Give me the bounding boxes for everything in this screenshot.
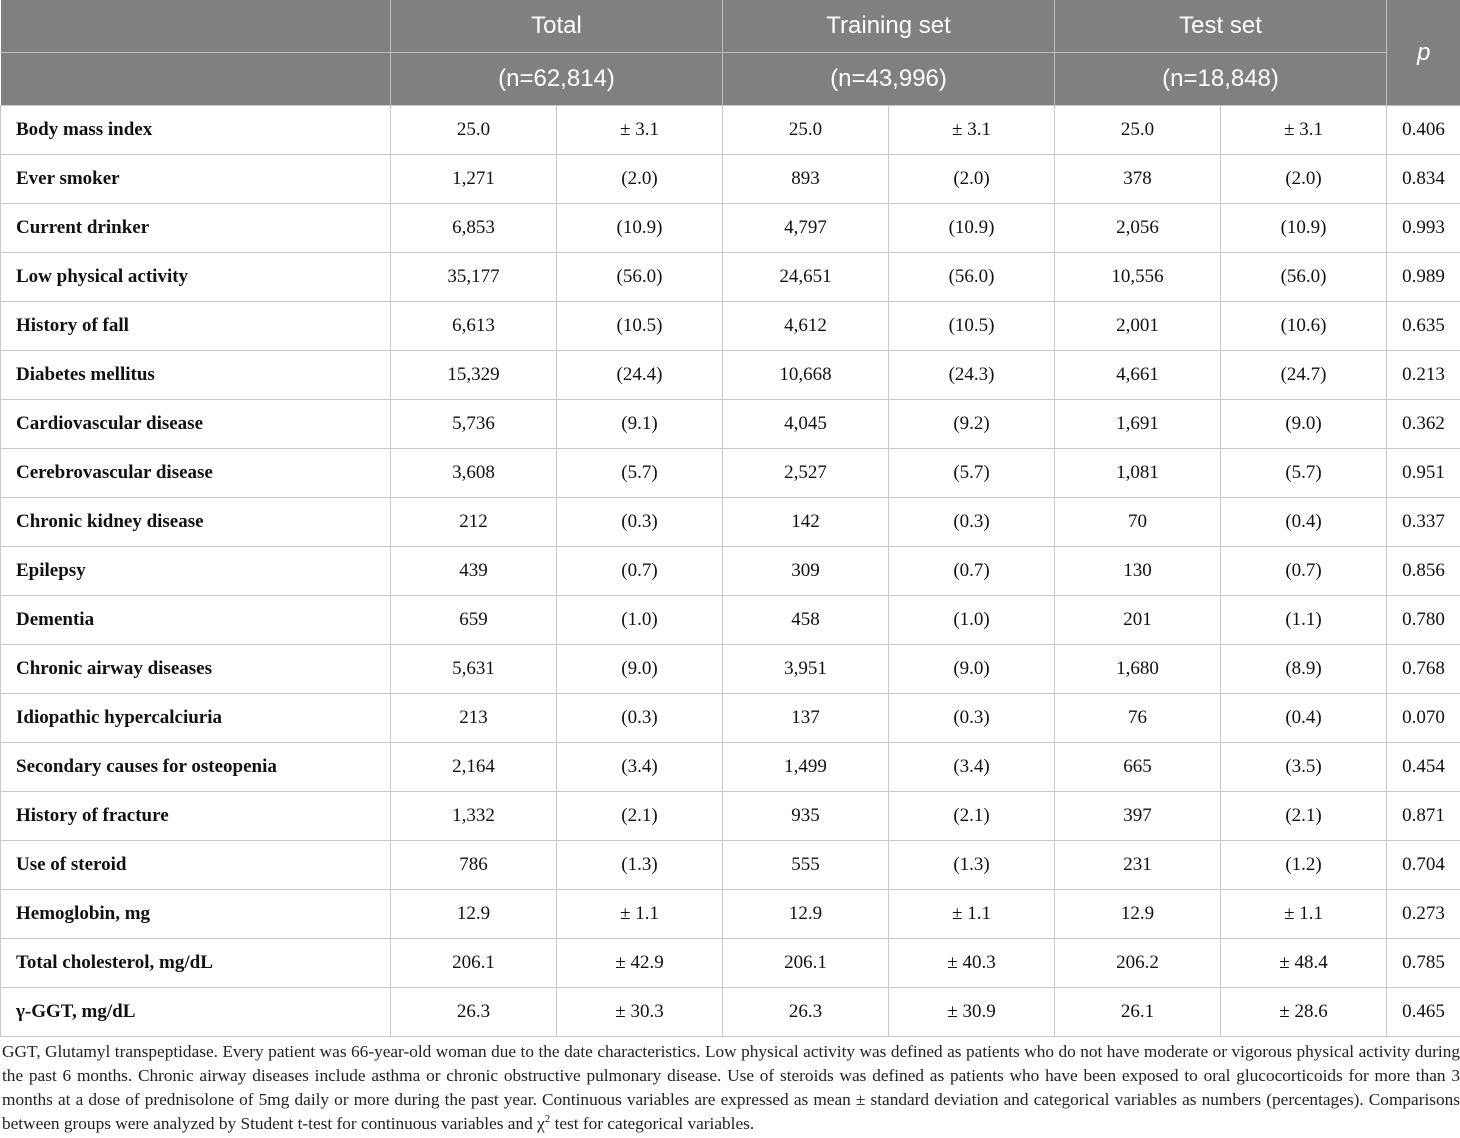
table-row bbox=[1, 792, 1460, 841]
table-row bbox=[1, 547, 1460, 596]
row-label: Hemoglobin, mg bbox=[1, 890, 391, 939]
cell-total-stat: ± 42.9 bbox=[557, 939, 723, 988]
table-row bbox=[1, 743, 1460, 792]
cell-training-value: 10,668 bbox=[723, 351, 889, 400]
cell-total-stat: (56.0) bbox=[557, 253, 723, 302]
cell-total-value: 206.1 bbox=[391, 939, 557, 988]
cell-p-value: 0.273 bbox=[1387, 890, 1460, 939]
row-label: Dementia bbox=[1, 596, 391, 645]
footnote-text-end: test for categorical variables. bbox=[550, 1114, 755, 1133]
cell-p-value: 0.871 bbox=[1387, 792, 1460, 841]
cell-test-value: 130 bbox=[1055, 547, 1221, 596]
cell-p-value: 0.993 bbox=[1387, 204, 1460, 253]
cell-total-stat: (9.0) bbox=[557, 645, 723, 694]
cell-training-stat: (10.9) bbox=[889, 204, 1055, 253]
cell-total-stat: (3.4) bbox=[557, 743, 723, 792]
table-row bbox=[1, 351, 1460, 400]
cell-test-value: 26.1 bbox=[1055, 988, 1221, 1037]
cell-total-stat: (9.1) bbox=[557, 400, 723, 449]
cell-total-stat: ± 3.1 bbox=[557, 106, 723, 155]
row-label: Diabetes mellitus bbox=[1, 351, 391, 400]
cell-p-value: 0.635 bbox=[1387, 302, 1460, 351]
cell-test-value: 10,556 bbox=[1055, 253, 1221, 302]
table-row bbox=[1, 106, 1460, 155]
cell-training-stat: (10.5) bbox=[889, 302, 1055, 351]
cell-test-stat: ± 28.6 bbox=[1221, 988, 1387, 1037]
cell-training-stat: (1.3) bbox=[889, 841, 1055, 890]
cell-training-value: 25.0 bbox=[723, 106, 889, 155]
cell-test-stat: (1.1) bbox=[1221, 596, 1387, 645]
cell-p-value: 0.362 bbox=[1387, 400, 1460, 449]
table-row bbox=[1, 694, 1460, 743]
cell-training-value: 26.3 bbox=[723, 988, 889, 1037]
header-training-set-n: (n=43,996) bbox=[723, 53, 1055, 106]
cell-test-value: 231 bbox=[1055, 841, 1221, 890]
header-test-set: Test set bbox=[1055, 0, 1387, 53]
header-total-n: (n=62,814) bbox=[391, 53, 723, 106]
footnote-superscript: 2 bbox=[544, 1113, 551, 1126]
row-label: History of fracture bbox=[1, 792, 391, 841]
cell-test-stat: (5.7) bbox=[1221, 449, 1387, 498]
table-row bbox=[1, 155, 1460, 204]
table-row bbox=[1, 204, 1460, 253]
cell-test-value: 1,680 bbox=[1055, 645, 1221, 694]
cell-test-stat: (8.9) bbox=[1221, 645, 1387, 694]
table-row bbox=[1, 988, 1460, 1037]
cell-test-value: 665 bbox=[1055, 743, 1221, 792]
cell-total-value: 5,631 bbox=[391, 645, 557, 694]
cell-total-stat: (2.0) bbox=[557, 155, 723, 204]
row-label: Ever smoker bbox=[1, 155, 391, 204]
row-label: Secondary causes for osteopenia bbox=[1, 743, 391, 792]
cell-training-stat: (0.3) bbox=[889, 498, 1055, 547]
table-row bbox=[1, 939, 1460, 988]
cell-training-stat: (3.4) bbox=[889, 743, 1055, 792]
cell-total-value: 12.9 bbox=[391, 890, 557, 939]
cell-training-value: 458 bbox=[723, 596, 889, 645]
cell-total-stat: ± 1.1 bbox=[557, 890, 723, 939]
table-footnote bbox=[2, 1040, 1460, 1136]
cell-training-stat: ± 3.1 bbox=[889, 106, 1055, 155]
cell-test-value: 4,661 bbox=[1055, 351, 1221, 400]
cell-p-value: 0.834 bbox=[1387, 155, 1460, 204]
cell-total-stat: (5.7) bbox=[557, 449, 723, 498]
cell-total-stat: (1.0) bbox=[557, 596, 723, 645]
cell-training-value: 555 bbox=[723, 841, 889, 890]
cell-test-stat: ± 1.1 bbox=[1221, 890, 1387, 939]
table-row bbox=[1, 841, 1460, 890]
cell-test-stat: (2.1) bbox=[1221, 792, 1387, 841]
cell-p-value: 0.454 bbox=[1387, 743, 1460, 792]
cell-training-stat: (5.7) bbox=[889, 449, 1055, 498]
cell-training-stat: ± 1.1 bbox=[889, 890, 1055, 939]
header-total: Total bbox=[391, 0, 723, 53]
table-row bbox=[1, 498, 1460, 547]
cell-p-value: 0.951 bbox=[1387, 449, 1460, 498]
row-label: Low physical activity bbox=[1, 253, 391, 302]
cell-total-value: 3,608 bbox=[391, 449, 557, 498]
header-training-set: Training set bbox=[723, 0, 1055, 53]
cell-training-value: 893 bbox=[723, 155, 889, 204]
row-label: Idiopathic hypercalciuria bbox=[1, 694, 391, 743]
cell-total-value: 1,332 bbox=[391, 792, 557, 841]
cell-test-value: 70 bbox=[1055, 498, 1221, 547]
cell-total-value: 212 bbox=[391, 498, 557, 547]
cell-p-value: 0.785 bbox=[1387, 939, 1460, 988]
cell-test-value: 76 bbox=[1055, 694, 1221, 743]
cell-total-value: 1,271 bbox=[391, 155, 557, 204]
cell-total-value: 6,613 bbox=[391, 302, 557, 351]
table-row bbox=[1, 449, 1460, 498]
cell-test-value: 25.0 bbox=[1055, 106, 1221, 155]
cell-total-stat: (1.3) bbox=[557, 841, 723, 890]
cell-training-value: 935 bbox=[723, 792, 889, 841]
cell-p-value: 0.337 bbox=[1387, 498, 1460, 547]
cell-training-value: 4,797 bbox=[723, 204, 889, 253]
table-body bbox=[1, 106, 1460, 1037]
row-label: γ-GGT, mg/dL bbox=[1, 988, 391, 1037]
cell-test-stat: (56.0) bbox=[1221, 253, 1387, 302]
cell-training-stat: (2.1) bbox=[889, 792, 1055, 841]
cell-training-stat: ± 40.3 bbox=[889, 939, 1055, 988]
row-label: Epilepsy bbox=[1, 547, 391, 596]
row-label: History of fall bbox=[1, 302, 391, 351]
cell-p-value: 0.768 bbox=[1387, 645, 1460, 694]
cell-training-value: 12.9 bbox=[723, 890, 889, 939]
header-test-set-n: (n=18,848) bbox=[1055, 53, 1387, 106]
cell-total-value: 35,177 bbox=[391, 253, 557, 302]
cell-training-stat: (1.0) bbox=[889, 596, 1055, 645]
header-row-groups bbox=[1, 0, 1460, 53]
cell-total-stat: (0.7) bbox=[557, 547, 723, 596]
cell-p-value: 0.465 bbox=[1387, 988, 1460, 1037]
table-row bbox=[1, 596, 1460, 645]
cell-total-value: 786 bbox=[391, 841, 557, 890]
row-label: Total cholesterol, mg/dL bbox=[1, 939, 391, 988]
header-row-counts bbox=[1, 53, 1460, 106]
cell-test-stat: (10.9) bbox=[1221, 204, 1387, 253]
cell-p-value: 0.856 bbox=[1387, 547, 1460, 596]
cell-p-value: 0.406 bbox=[1387, 106, 1460, 155]
cell-test-value: 2,001 bbox=[1055, 302, 1221, 351]
cell-test-value: 2,056 bbox=[1055, 204, 1221, 253]
cell-training-value: 309 bbox=[723, 547, 889, 596]
cell-test-stat: (1.2) bbox=[1221, 841, 1387, 890]
cell-training-stat: (9.2) bbox=[889, 400, 1055, 449]
cell-training-value: 206.1 bbox=[723, 939, 889, 988]
cell-total-value: 439 bbox=[391, 547, 557, 596]
cell-training-stat: (2.0) bbox=[889, 155, 1055, 204]
cell-p-value: 0.989 bbox=[1387, 253, 1460, 302]
cell-test-value: 397 bbox=[1055, 792, 1221, 841]
row-label: Use of steroid bbox=[1, 841, 391, 890]
cell-training-stat: (9.0) bbox=[889, 645, 1055, 694]
cell-total-stat: (2.1) bbox=[557, 792, 723, 841]
cell-total-stat: (10.9) bbox=[557, 204, 723, 253]
cell-total-stat: (0.3) bbox=[557, 498, 723, 547]
cell-total-value: 2,164 bbox=[391, 743, 557, 792]
cell-training-value: 1,499 bbox=[723, 743, 889, 792]
cell-total-stat: ± 30.3 bbox=[557, 988, 723, 1037]
cell-test-stat: (10.6) bbox=[1221, 302, 1387, 351]
cell-training-stat: (0.7) bbox=[889, 547, 1055, 596]
cell-total-value: 26.3 bbox=[391, 988, 557, 1037]
cell-test-stat: (2.0) bbox=[1221, 155, 1387, 204]
cell-training-value: 2,527 bbox=[723, 449, 889, 498]
cell-training-stat: (56.0) bbox=[889, 253, 1055, 302]
cell-total-stat: (0.3) bbox=[557, 694, 723, 743]
cell-training-value: 4,612 bbox=[723, 302, 889, 351]
cell-test-stat: (9.0) bbox=[1221, 400, 1387, 449]
cell-test-value: 378 bbox=[1055, 155, 1221, 204]
cell-test-value: 206.2 bbox=[1055, 939, 1221, 988]
cell-total-value: 25.0 bbox=[391, 106, 557, 155]
cell-total-value: 15,329 bbox=[391, 351, 557, 400]
table-row bbox=[1, 400, 1460, 449]
cell-test-stat: (0.4) bbox=[1221, 694, 1387, 743]
cell-test-stat: (0.4) bbox=[1221, 498, 1387, 547]
row-label: Current drinker bbox=[1, 204, 391, 253]
row-label: Cardiovascular disease bbox=[1, 400, 391, 449]
header-empty-cell bbox=[1, 0, 391, 53]
cell-test-value: 12.9 bbox=[1055, 890, 1221, 939]
cell-test-stat: (3.5) bbox=[1221, 743, 1387, 792]
row-label: Cerebrovascular disease bbox=[1, 449, 391, 498]
cell-training-value: 142 bbox=[723, 498, 889, 547]
header-empty-cell-2 bbox=[1, 53, 391, 106]
cell-training-stat: (0.3) bbox=[889, 694, 1055, 743]
cell-training-value: 3,951 bbox=[723, 645, 889, 694]
table-row bbox=[1, 302, 1460, 351]
cell-training-value: 4,045 bbox=[723, 400, 889, 449]
cell-total-stat: (10.5) bbox=[557, 302, 723, 351]
cell-p-value: 0.704 bbox=[1387, 841, 1460, 890]
cell-test-value: 201 bbox=[1055, 596, 1221, 645]
cell-test-value: 1,691 bbox=[1055, 400, 1221, 449]
footnote-text: GGT, Glutamyl transpeptidase. Every patient was 66-year-old woman due to the date characteristics. Low physical activity was defined as patients who do not have moderate or vigorous physical activity during the past 6 months. Chronic airway diseases include asthma or chronic obstructive pulmonary disease. Use of steroids was defined as patients who have been exposed to oral glucocorticoids for more than 3 months at a dose of prednisolone of 5mg daily or more during the past year. Continuous variables are expressed as mean ± standard deviation and categorical variables as numbers (percentages). Comparisons between groups were analyzed by Student t-test for continuous variables and χ bbox=[2, 1042, 1460, 1133]
cell-training-value: 137 bbox=[723, 694, 889, 743]
cell-total-value: 659 bbox=[391, 596, 557, 645]
cell-total-value: 213 bbox=[391, 694, 557, 743]
table-row bbox=[1, 890, 1460, 939]
cell-training-value: 24,651 bbox=[723, 253, 889, 302]
row-label: Body mass index bbox=[1, 106, 391, 155]
header-p-value: p bbox=[1387, 0, 1460, 106]
cell-p-value: 0.070 bbox=[1387, 694, 1460, 743]
cell-training-stat: ± 30.9 bbox=[889, 988, 1055, 1037]
cell-total-stat: (24.4) bbox=[557, 351, 723, 400]
cell-total-value: 5,736 bbox=[391, 400, 557, 449]
cell-p-value: 0.780 bbox=[1387, 596, 1460, 645]
cell-test-value: 1,081 bbox=[1055, 449, 1221, 498]
row-label: Chronic kidney disease bbox=[1, 498, 391, 547]
cell-test-stat: (24.7) bbox=[1221, 351, 1387, 400]
cell-total-value: 6,853 bbox=[391, 204, 557, 253]
cell-p-value: 0.213 bbox=[1387, 351, 1460, 400]
cell-training-stat: (24.3) bbox=[889, 351, 1055, 400]
row-label: Chronic airway diseases bbox=[1, 645, 391, 694]
cell-test-stat: ± 48.4 bbox=[1221, 939, 1387, 988]
cell-test-stat: ± 3.1 bbox=[1221, 106, 1387, 155]
cell-test-stat: (0.7) bbox=[1221, 547, 1387, 596]
table-row bbox=[1, 253, 1460, 302]
table-row bbox=[1, 645, 1460, 694]
